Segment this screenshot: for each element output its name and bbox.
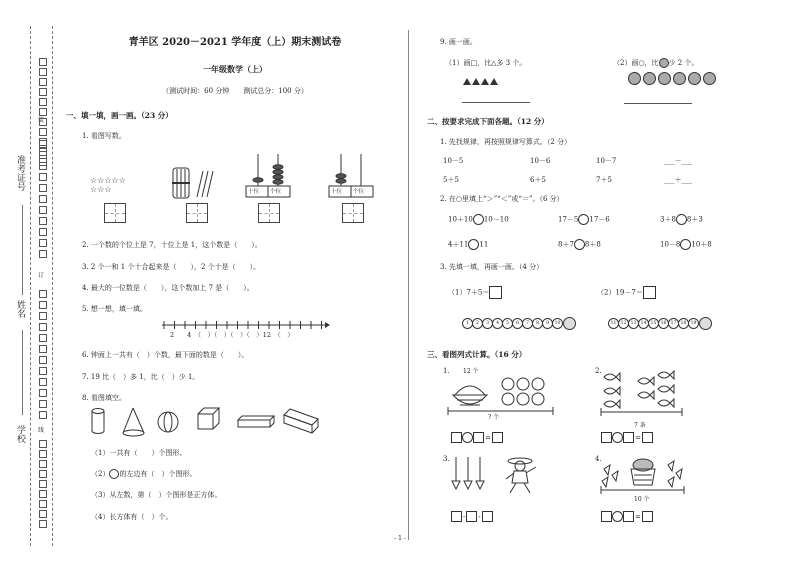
seal-ding: 订: [38, 272, 45, 279]
seat-number-box[interactable]: [39, 250, 47, 258]
compare-3-right: 8＋3: [686, 215, 703, 224]
p1-op-1[interactable]: [462, 432, 473, 443]
s1-q4: 4. 最大的一位数是（ ），这个数加上 7 是（ ）。: [82, 284, 254, 292]
seat-number-box[interactable]: [39, 490, 47, 498]
caterpillar-segment: 15: [648, 318, 659, 329]
seat-number-box[interactable]: [39, 356, 47, 364]
answer-box-1[interactable]: [104, 203, 126, 223]
number-line: [160, 320, 330, 330]
p4-bottom-label: 10 个: [634, 496, 650, 503]
seat-number-box[interactable]: [39, 323, 47, 331]
pattern-1-3: 10－7: [596, 157, 617, 165]
stars-icon: ☆☆☆☆☆ ☆☆☆: [90, 176, 126, 194]
cube-icon: [198, 408, 219, 429]
abacus2-ones-label: 个位: [353, 189, 365, 195]
pattern-2-3: 7＋5: [596, 176, 612, 184]
s1-q8b-pre: （2）: [91, 470, 110, 478]
seat-number-label: 准考证号: [15, 155, 25, 191]
compare-2-right: 17－6: [589, 215, 610, 224]
seat-number-box[interactable]: [39, 510, 47, 518]
s1-q2: 2. 一个数的个位上是 7，十位上是 1，这个数是（ ）。: [82, 241, 262, 249]
seat-number-box[interactable]: [39, 389, 47, 397]
compare-4: [448, 239, 488, 250]
pattern-1-2: 10－6: [530, 157, 551, 165]
seat-number-box[interactable]: [39, 440, 47, 448]
abacus1-tens-label: 十位: [248, 189, 260, 195]
seat-number-box[interactable]: [39, 290, 47, 298]
exam-info: （测试时间：60 分钟 测试总分：100 分）: [162, 87, 308, 95]
name-label: 姓名: [15, 300, 25, 318]
pattern-2-1: 5＋5: [443, 176, 459, 184]
ball-icon: [659, 58, 669, 68]
draw-line-2[interactable]: [624, 103, 692, 104]
draw-line-1[interactable]: [462, 102, 530, 103]
section2-heading: 二、按要求完成下面各题。（12 分）: [427, 117, 549, 126]
p2-box-3[interactable]: [642, 432, 653, 443]
caterpillar-segment: 6: [512, 318, 523, 329]
p2-box-1[interactable]: [601, 432, 612, 443]
s1-q8a: （1）一共有（ ）个图形。: [91, 449, 187, 457]
compare-1: [448, 214, 509, 225]
caterpillar-segment: 19: [688, 318, 699, 329]
seat-number-box[interactable]: [39, 378, 47, 386]
s2-q3: 3. 先填一填，再画一画。（4 分）: [440, 263, 544, 271]
s1-q6: 6. 钟面上一共有（ ）个数，最下面的数是（ ）。: [82, 351, 249, 359]
compare-1-left: 10＋10: [448, 215, 473, 224]
s1-q9b-pre: （2）画○，比: [613, 59, 659, 67]
ball-icon: [658, 72, 671, 85]
caterpillar-segment: 13: [628, 318, 639, 329]
p1-equation-boxes: =: [451, 432, 503, 443]
ball-icon: [673, 72, 686, 85]
number-line-labels: 2 4 （ ）（ ）（ ）（ ）12 （ ）: [170, 331, 294, 339]
seat-number-box[interactable]: [39, 128, 47, 136]
name-write-line: [22, 205, 23, 295]
seat-number-box[interactable]: [39, 345, 47, 353]
caterpillar-segment: 10: [552, 318, 563, 329]
p3-equation-boxes: - -: [451, 511, 493, 522]
caterpillar-segment: 7: [522, 318, 533, 329]
seat-number-box[interactable]: [39, 88, 47, 96]
compare-6-left: 10－8: [660, 240, 681, 249]
pattern-2-2: 6＋5: [530, 176, 546, 184]
balls-row-icon: [628, 72, 718, 87]
s1-q9b: [613, 58, 698, 68]
seat-number-box[interactable]: [39, 217, 47, 225]
cuboid-long-icon: [284, 409, 318, 433]
cut-line-inner: [52, 26, 53, 546]
seat-number-box[interactable]: [39, 312, 47, 320]
seat-number-box[interactable]: [39, 400, 47, 408]
s1-q8: 8. 看图填空。: [82, 394, 126, 402]
seat-number-box[interactable]: [39, 195, 47, 203]
caterpillar-segment: 12: [618, 318, 629, 329]
caterpillar-segment: 11: [608, 318, 619, 329]
seat-number-box[interactable]: [39, 460, 47, 468]
caterpillar-segment: 9: [542, 318, 553, 329]
p1-box-2[interactable]: [473, 432, 484, 443]
p4-equation-boxes: =: [601, 511, 653, 522]
p2-equation-boxes: =: [601, 432, 653, 443]
p1-box-3[interactable]: [492, 432, 503, 443]
answer-box-q3b[interactable]: [643, 286, 656, 299]
compare-3-left: 3＋8: [660, 215, 676, 224]
compare-circle-2[interactable]: [578, 214, 589, 225]
cut-line-outer: [30, 26, 31, 546]
caterpillar-segment: 8: [532, 318, 543, 329]
caterpillar-1: [462, 317, 576, 330]
p4-box-2[interactable]: [623, 511, 634, 522]
section3-heading: 三、看图列式计算。（16 分）: [427, 350, 527, 359]
answer-box-4[interactable]: [342, 203, 364, 223]
sphere-small-icon: [109, 469, 119, 479]
p2-number: 2.: [595, 367, 602, 375]
s1-q3: 3. 2 个一和 1 个十合起来是（ ），2 个十是（ ）。: [82, 263, 261, 271]
s2-q3a-text: （1）7＋5＝: [448, 288, 490, 297]
seat-number-box[interactable]: [39, 520, 47, 528]
seat-number-box[interactable]: [39, 58, 47, 66]
p3-box-1[interactable]: [451, 511, 462, 522]
p1-box-1[interactable]: [451, 432, 462, 443]
compare-3: [660, 214, 703, 225]
p2-op-1[interactable]: [612, 432, 623, 443]
s1-q9: 9. 画一画。: [440, 38, 477, 46]
compare-5-left: 8＋7: [558, 240, 574, 249]
s1-q9a: （1）画□，比△多 3 个。: [445, 59, 527, 67]
caterpillar-segment: 14: [638, 318, 649, 329]
answer-box-3[interactable]: [258, 203, 280, 223]
seat-number-box[interactable]: [39, 367, 47, 375]
p3-box-2[interactable]: [466, 511, 477, 522]
s2-q3b-text: （2）19－7＝: [597, 288, 643, 297]
seat-number-box[interactable]: [39, 228, 47, 236]
seat-number-box[interactable]: [39, 140, 47, 148]
compare-circle-5[interactable]: [574, 239, 585, 250]
seat-number-box[interactable]: [39, 118, 47, 126]
column-divider: [408, 30, 409, 540]
caterpillar-segment: 17: [668, 318, 679, 329]
p4-box-3[interactable]: [642, 511, 653, 522]
seat-number-box[interactable]: [39, 68, 47, 76]
seat-number-box[interactable]: [39, 184, 47, 192]
seat-number-box[interactable]: [39, 411, 47, 419]
seat-number-box[interactable]: [39, 500, 47, 508]
pattern-1-4[interactable]: ___－___: [664, 157, 692, 165]
school-write-line: [22, 330, 23, 415]
triangles-icon: [463, 78, 499, 87]
seal-xian: 线: [38, 427, 45, 434]
carrots-basket-icon: [598, 455, 688, 497]
s1-q8b: [91, 469, 196, 479]
caterpillar-segment: 16: [658, 318, 669, 329]
compare-circle-3[interactable]: [676, 214, 687, 225]
p3-number: 3.: [443, 455, 450, 463]
s2-q1: 1. 先找规律，再按照规律写算式。（2 分）: [440, 138, 572, 146]
s2-q2: 2. 在○里填上“＞”“＜”或“＝”。（6 分）: [440, 195, 564, 203]
exam-title: 青羊区 2020－2021 学年度（上）期末测试卷: [128, 37, 342, 48]
sphere-icon: [158, 412, 178, 432]
solid-shapes: [88, 405, 338, 439]
cuboid-flat-icon: [238, 416, 274, 427]
p4-op-1[interactable]: [612, 511, 623, 522]
ball-icon: [688, 72, 701, 85]
s1-q8c: （3）从左数，第（ ）个图形是正方体。: [91, 491, 222, 499]
ball-icon: [703, 72, 716, 85]
caterpillar-segment: 2: [472, 318, 483, 329]
seat-number-box[interactable]: [39, 151, 47, 159]
compare-6-right: 10＋8: [691, 240, 712, 249]
seat-number-box[interactable]: [39, 470, 47, 478]
p1-bottom-label: ? 个: [488, 414, 500, 421]
caterpillar-segment: 4: [492, 318, 503, 329]
p4-number: 4.: [595, 455, 602, 463]
section1-heading: 一、填一填，画一画。（23 分）: [66, 111, 173, 120]
compare-2: [558, 214, 610, 225]
seat-number-box[interactable]: [39, 334, 47, 342]
seat-number-box[interactable]: [39, 480, 47, 488]
compare-circle-6[interactable]: [680, 239, 691, 250]
ball-icon: [628, 72, 641, 85]
s1-q7: 7. 19 比（ ）多 1，比（ ）少 1。: [82, 373, 200, 381]
caterpillar-segment: 18: [678, 318, 689, 329]
compare-2-left: 17－5: [558, 215, 579, 224]
answer-box-2[interactable]: [186, 203, 208, 223]
seat-number-box[interactable]: [39, 239, 47, 247]
ball-icon: [643, 72, 656, 85]
pattern-2-4[interactable]: ___＋___: [664, 176, 692, 184]
seat-number-box[interactable]: [39, 162, 47, 170]
cone-icon: [123, 408, 144, 436]
p4-box-1[interactable]: [601, 511, 612, 522]
abacus1-ones-label: 个位: [270, 189, 282, 195]
s1-q8d: （4）长方体有（ ）个。: [91, 513, 173, 521]
p2-bottom-label: 7 条: [634, 422, 646, 429]
compare-circle-4[interactable]: [468, 239, 479, 250]
compare-1-right: 10－10: [483, 215, 509, 224]
seat-number-box[interactable]: [39, 173, 47, 181]
compare-5-right: 8＋8: [584, 240, 601, 249]
compare-circle-1[interactable]: [473, 214, 484, 225]
p1-top-label: 12 个: [463, 368, 479, 375]
compare-4-right: 11: [479, 240, 489, 249]
apples-basket-icon: [445, 373, 555, 421]
s1-q9b-post: 少 2 个。: [668, 59, 699, 67]
seat-number-box[interactable]: [39, 450, 47, 458]
abacus2-tens-label: 十位: [331, 189, 343, 195]
sticks-bundle-icon: [170, 165, 220, 201]
p2-box-2[interactable]: [623, 432, 634, 443]
shovels-boy-icon: [448, 455, 548, 495]
caterpillar-segment: 1: [462, 318, 473, 329]
school-label: 学校: [15, 425, 25, 443]
seat-number-box[interactable]: [39, 301, 47, 309]
s2-q3b: [597, 286, 656, 299]
s1-q5: 5. 想一想，填一填。: [82, 305, 147, 313]
cylinder-icon: [92, 409, 104, 434]
s1-q8b-post: 的左边有（ ）个图形。: [119, 470, 197, 478]
caterpillar-segment: 3: [482, 318, 493, 329]
caterpillar-head-icon: [563, 317, 576, 330]
page-number: - 1 -: [394, 535, 406, 542]
seat-number-box[interactable]: [39, 108, 47, 116]
caterpillar-head-icon: [699, 317, 712, 330]
compare-6: [660, 239, 712, 250]
caterpillar-2: [608, 317, 712, 330]
pattern-1-1: 10－5: [443, 157, 464, 165]
s2-q3a: [448, 286, 502, 299]
seat-number-box[interactable]: [39, 78, 47, 86]
caterpillar-segment: 5: [502, 318, 513, 329]
exam-subtitle: 一年级数学（上）: [203, 64, 267, 74]
seat-number-box[interactable]: [39, 206, 47, 214]
s1-q1: 1. 看图写数。: [82, 132, 126, 140]
seal-zhuang: 装: [38, 117, 45, 124]
compare-5: [558, 239, 601, 250]
seat-number-box[interactable]: [39, 98, 47, 106]
p3-box-3[interactable]: [482, 511, 493, 522]
p1-number: 1.: [443, 367, 450, 375]
fish-icon: [598, 367, 688, 419]
answer-box-q3a[interactable]: [489, 286, 502, 299]
compare-4-left: 4＋11: [448, 240, 469, 249]
